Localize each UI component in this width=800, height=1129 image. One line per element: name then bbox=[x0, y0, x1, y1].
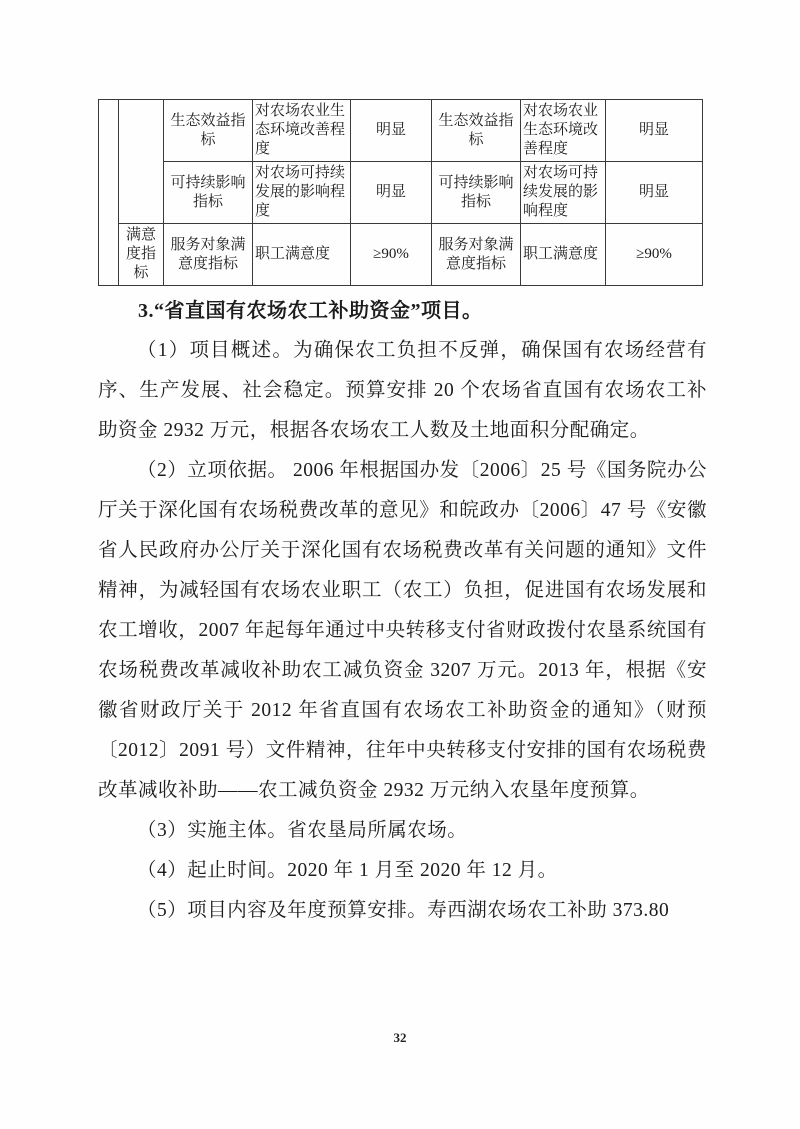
paragraph-content-and-budget: （5）项目内容及年度预算安排。寿西湖农场农工补助 373.80 bbox=[137, 900, 670, 921]
table-row bbox=[99, 162, 703, 224]
table-cell-value: ≥90% bbox=[606, 224, 703, 286]
table-cell-indicator: 可持续影响指标 bbox=[432, 162, 521, 224]
table-cell-value: 明显 bbox=[606, 162, 703, 224]
table-cell-value: ≥90% bbox=[351, 224, 432, 286]
page-number: 32 bbox=[393, 1030, 407, 1045]
table-cell-detail: 职工满意度 bbox=[253, 224, 351, 286]
table-cell-category: 满意度指标 bbox=[119, 224, 164, 286]
performance-indicators-table bbox=[98, 99, 703, 286]
paragraph-implementing-entity: （3）实施主体。省农垦局所属农场。 bbox=[137, 820, 468, 841]
paragraph-time-period: （4）起止时间。2020 年 1 月至 2020 年 12 月。 bbox=[137, 860, 558, 881]
table-cell-value: 明显 bbox=[351, 162, 432, 224]
table-cell-indicator: 可持续影响指标 bbox=[164, 162, 253, 224]
table-cell-value: 明显 bbox=[606, 100, 703, 162]
table-cell-empty-category bbox=[119, 100, 164, 224]
table-cell-value: 明显 bbox=[351, 100, 432, 162]
paragraph-approval-basis: （2）立项依据。 2006 年根据国办发〔2006〕25 号《国务院办公厅关于深化国有农场税费改革的意见》和皖政办〔2006〕47 号《安徽省人民政府办公厅关于深化国有农场税费改革有关问题的通知》文件精神，为减轻国有农场农业职工（农工）负担，促进国有农场发展和农工增收，2007 年起每年通过中央转移支付省财政拨付农垦系统国有农场税费改革减收补助农工减负资金 3207 万元。2013 年，根据《安徽省财政厅关于 2012 年省直国有农场农工补助资金的通知》（财预〔2012〕2091 号）文件精神，往年中央转移支付安排的国有农场税费改革减收补助——农工减负资金 2932 万元纳入农垦年度预算。 bbox=[98, 460, 707, 801]
section-3-heading: 3.“省直国有农场农工补助资金”项目。 bbox=[138, 300, 483, 322]
table-cell-indicator: 服务对象满意度指标 bbox=[432, 224, 521, 286]
table-cell-indicator: 服务对象满意度指标 bbox=[164, 224, 253, 286]
table-row bbox=[99, 224, 703, 286]
table-row bbox=[99, 100, 703, 162]
table-cell-indicator: 生态效益指标 bbox=[432, 100, 521, 162]
table-cell-detail: 对农场可持续发展的影响程度 bbox=[253, 162, 351, 224]
table-cell-detail: 对农场农业生态环境改善程度 bbox=[521, 100, 606, 162]
paragraph-project-overview: （1）项目概述。为确保农工负担不反弹，确保国有农场经营有序、生产发展、社会稳定。预算安排 20 个农场省直国有农场农工补助资金 2932 万元，根据各农场农工人数及土地面积分配确定。 bbox=[98, 340, 707, 441]
table-cell-detail: 职工满意度 bbox=[521, 224, 606, 286]
table-cell-empty-spanner bbox=[99, 100, 119, 286]
table-cell-detail: 对农场农业生态环境改善程度 bbox=[253, 100, 351, 162]
table-cell-detail: 对农场可持续发展的影响程度 bbox=[521, 162, 606, 224]
body-text bbox=[98, 279, 707, 931]
table-cell-indicator: 生态效益指标 bbox=[164, 100, 253, 162]
